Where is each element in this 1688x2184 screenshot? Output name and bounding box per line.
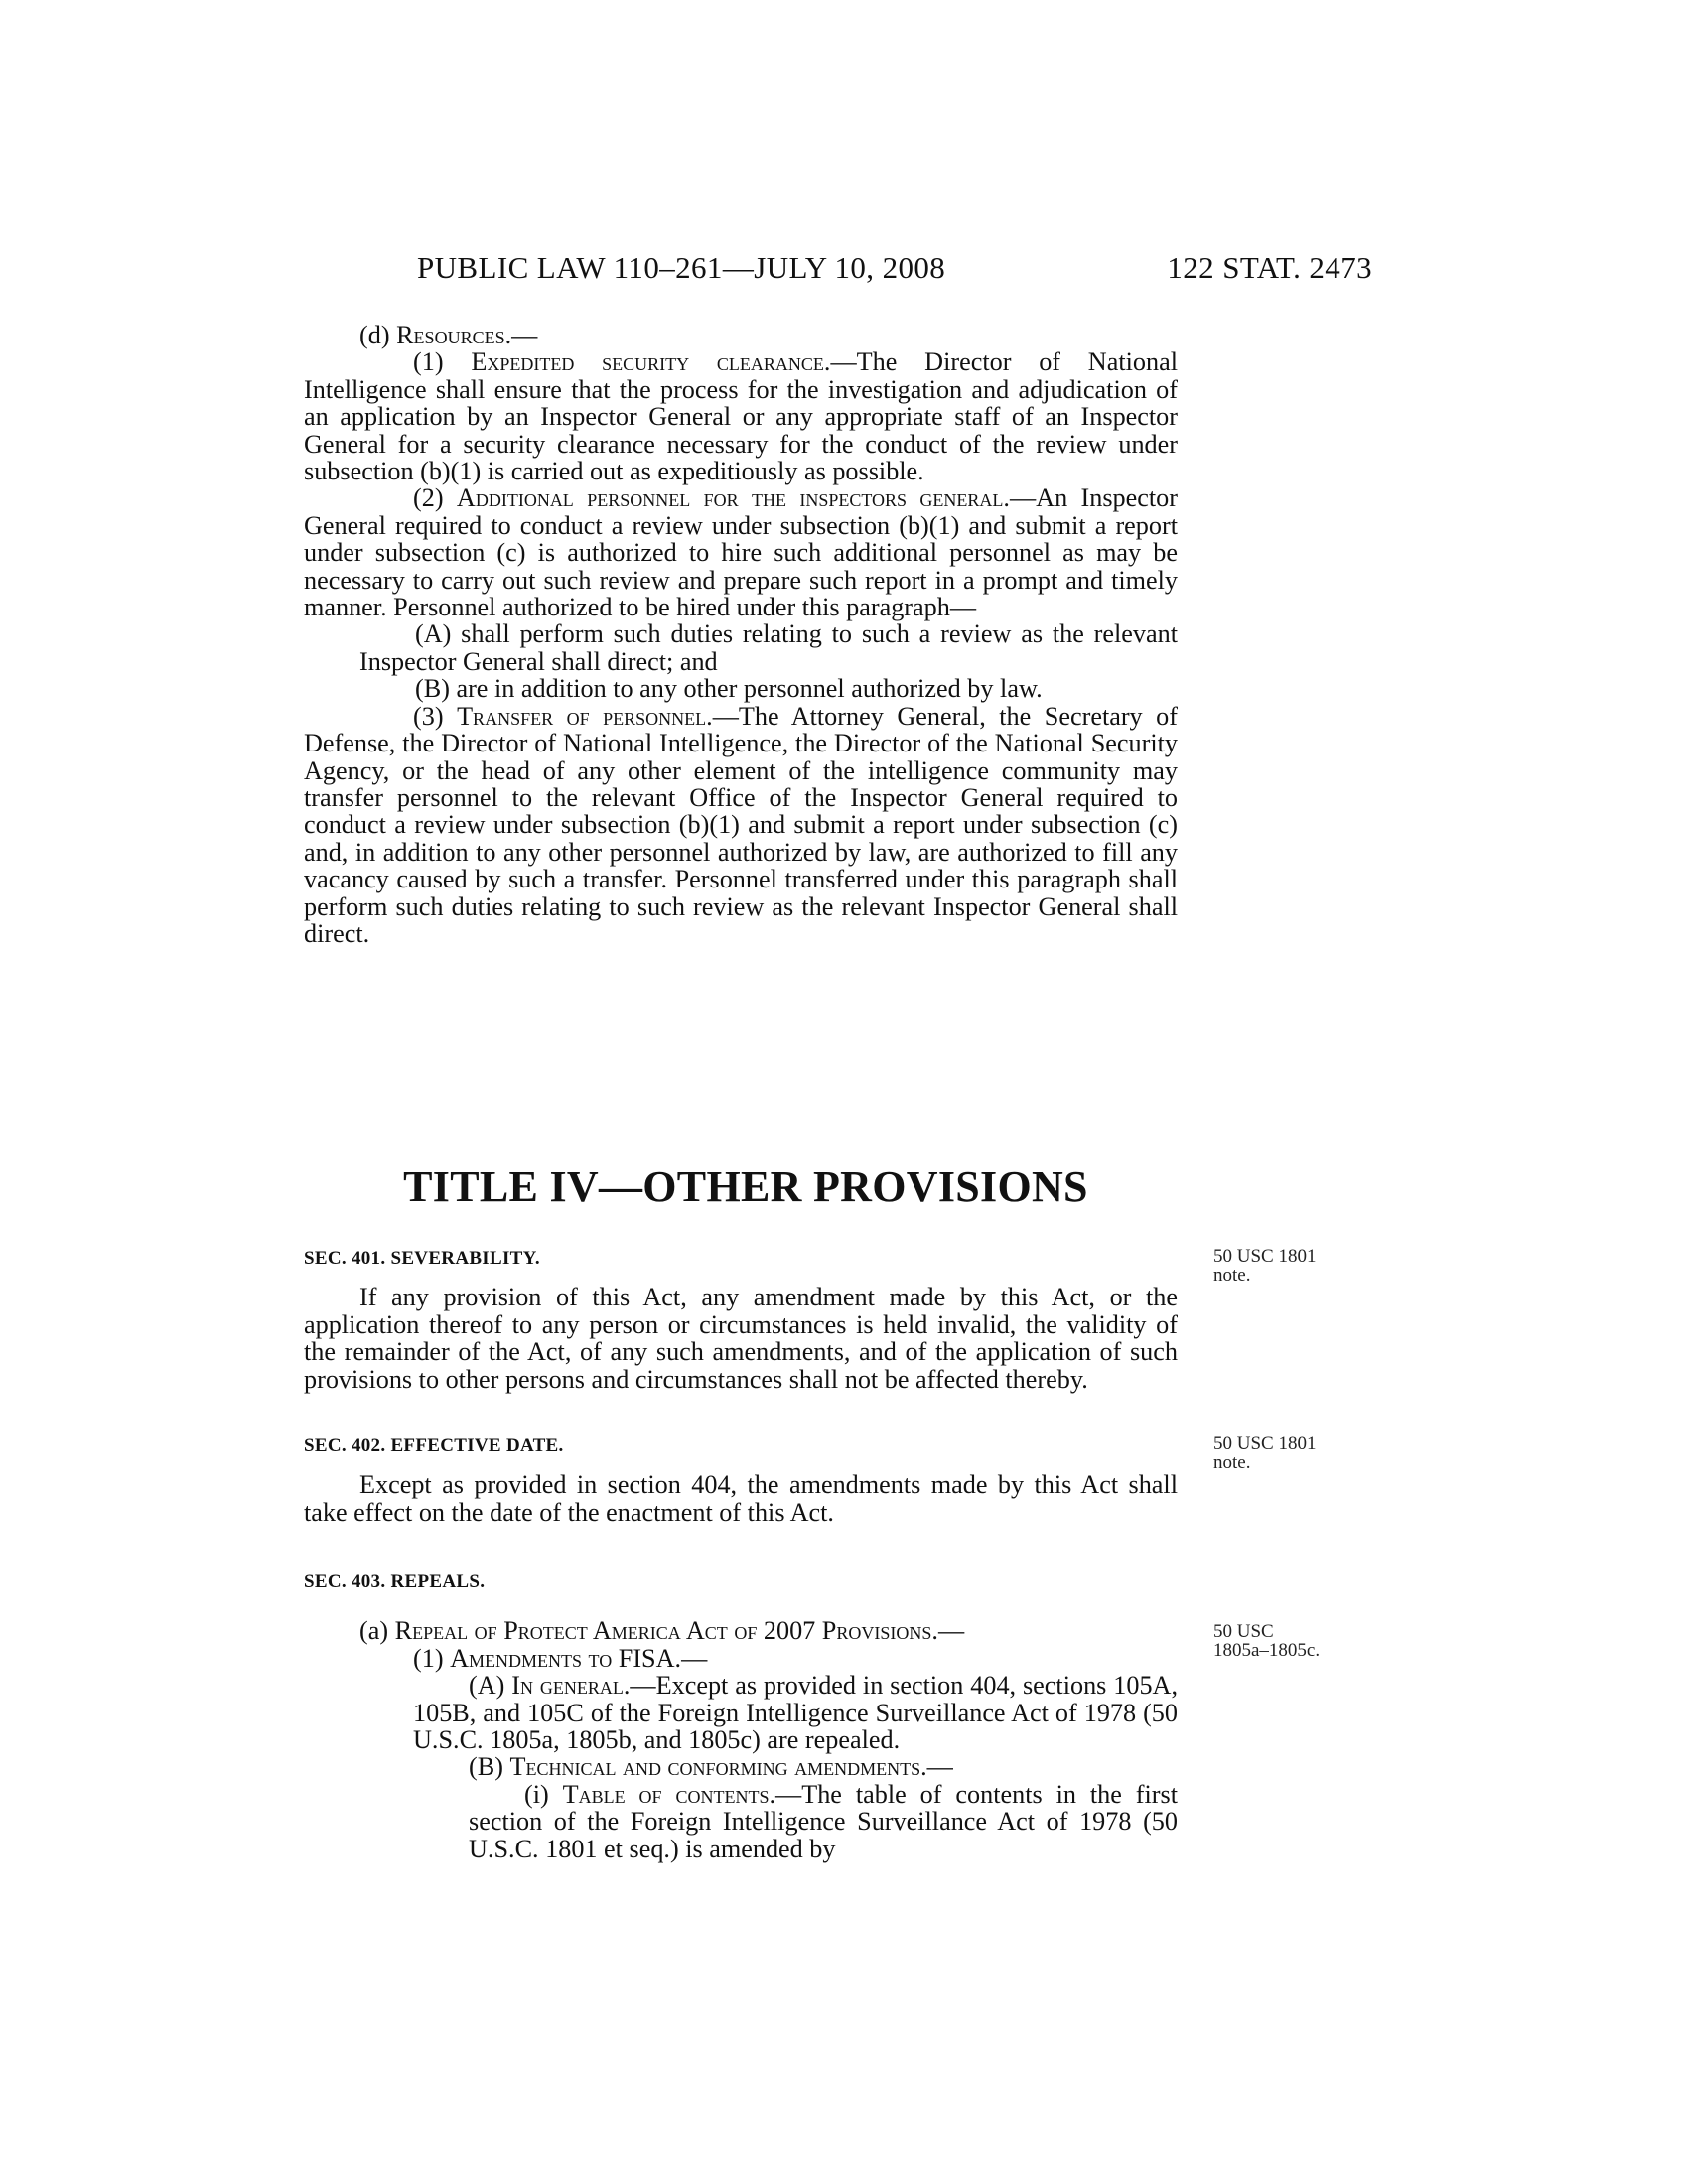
sec-401-margin-note: 50 USC 1801 note. xyxy=(1213,1246,1317,1286)
title-iv-heading: TITLE IV—OTHER PROVISIONS xyxy=(403,1162,1088,1211)
sec-403-repeals xyxy=(304,1569,1178,1862)
title-iv xyxy=(304,1161,1178,1212)
paragraph-2-additional-personnel: (2) Additional personnel for the inspectors general.—An Inspector General required to conduct a review under subsection (b)(1) and submit a report under subsection (c) is authorized to hire such additional personnel as may be necessary to carry out such review and prepare such report in a prompt and timely manner. Personnel authorized to be hired under this paragraph— xyxy=(304,483,1178,622)
sec-402-margin-note: 50 USC 1801 note. xyxy=(1213,1433,1317,1473)
sec-403-heading: SEC. 403. REPEALS. xyxy=(304,1571,486,1592)
sec-403-margin-note xyxy=(1213,1622,1352,1660)
sec-403-subparagraph-a: (A) In general.—Except as provided in section 404, sections 105A, 105B, and 105C of the Foreign Intelligence Surveillance Act of 1978 (50 U.S.C. 1805a, 1805b, and 1805c) are repealed. xyxy=(413,1671,1178,1755)
sec-401-severability xyxy=(304,1245,1178,1393)
sec-403-clause-i: (i) Table of contents.—The table of contents in the first section of the Foreign Intelligence Surveillance Act of 1978 (50 U.S.C. 1801 et seq.) is amended by xyxy=(469,1779,1178,1863)
sec-402-effective-date xyxy=(304,1433,1178,1526)
sec-403-margin-note-line-1: 50 USC xyxy=(1213,1621,1274,1642)
sec-401-heading: SEC. 401. SEVERABILITY. xyxy=(304,1248,540,1269)
section-d-heading: (d) Resources.— xyxy=(359,321,538,349)
sec-401-body: If any provision of this Act, any amendment made by this Act, or the application thereof to any person or circumstances is held invalid, the validity of the remainder of the Act, of any such amendments, and of the application of such provisions to other persons and circumstances shall not be affected thereby. xyxy=(304,1283,1178,1394)
sec-403-subparagraph-b: (B) Technical and conforming amendments.— xyxy=(469,1752,953,1782)
header-public-law: PUBLIC LAW 110–261—JULY 10, 2008 xyxy=(417,250,946,285)
sec-403-subsection-a: (a) Repeal of Protect America Act of 2007 Provisions.— xyxy=(359,1616,965,1646)
sec-402-body: Except as provided in section 404, the amendments made by this Act shall take effect on the date of the enactment of this Act. xyxy=(304,1470,1178,1527)
paragraph-1-expedited-clearance: (1) Expedited security clearance.—The Director of National Intelligence shall ensure that the process for the investigation and adjudication of an application by an Inspector General or any appropriate staff of an Inspector General for a security clearance necessary for the conduct of the review under subsection (b)(1) is carried out as expeditiously as possible. xyxy=(304,347,1178,486)
subparagraph-2b: (B) are in addition to any other personnel authorized by law. xyxy=(415,674,1043,704)
sec-403-paragraph-1: (1) Amendments to FISA.— xyxy=(413,1643,708,1673)
sec-402-heading: SEC. 402. EFFECTIVE DATE. xyxy=(304,1435,564,1456)
section-d-resources xyxy=(304,322,1178,947)
header-statute-page: 122 STAT. 2473 xyxy=(1167,250,1372,285)
sec-403-margin-note-line-2: 1805a–1805c. xyxy=(1213,1640,1321,1661)
subparagraph-2a: (A) shall perform such duties relating to such a review as the relevant Inspector General shall direct; and xyxy=(359,619,1178,676)
paragraph-3-transfer-of-personnel: (3) Transfer of personnel.—The Attorney General, the Secretary of Defense, the Director of National Intelligence, the Director of the National Security Agency, or the head of any other element of the intelligence community may transfer personnel to the relevant Office of the Inspector General required to conduct a review under subsection (b)(1) and submit a report under subsection (c) and, in addition to any other personnel authorized by law, are authorized to fill any vacancy caused by such a transfer. Personnel transferred under this paragraph shall perform such duties relating to such review as the relevant Inspector General shall direct. xyxy=(304,701,1178,948)
